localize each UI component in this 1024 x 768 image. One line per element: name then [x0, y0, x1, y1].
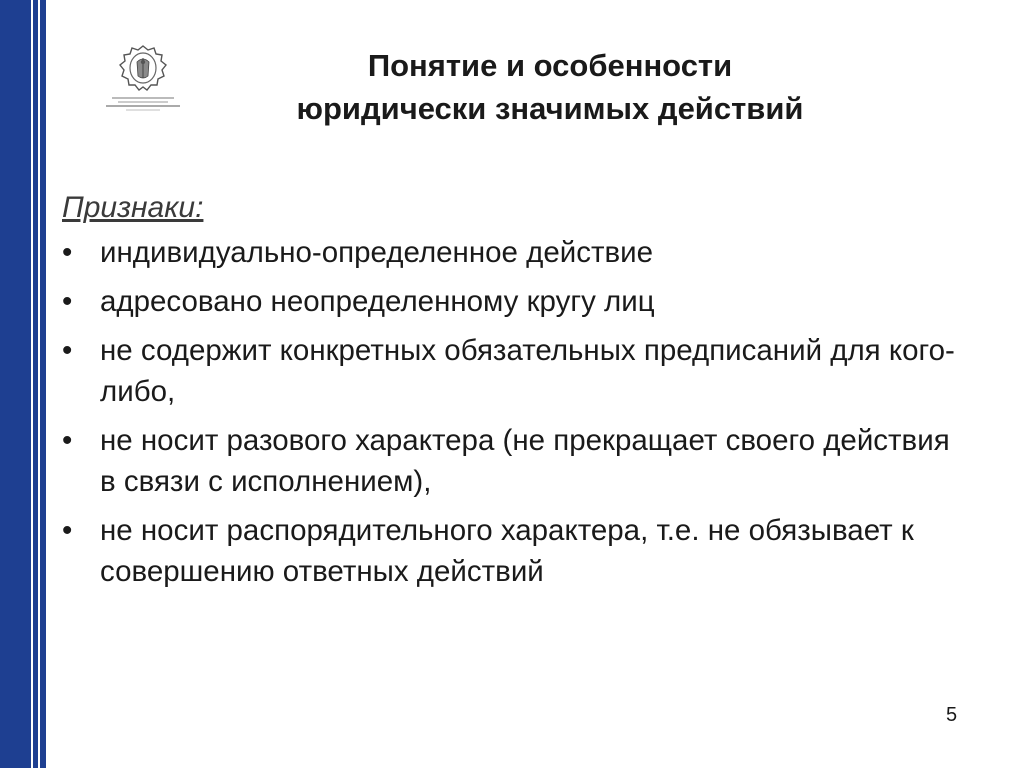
list-item — [62, 281, 962, 322]
side-stripe — [38, 0, 40, 768]
title-line-2: юридически значимых действий — [296, 91, 804, 126]
list-item — [62, 232, 962, 273]
list-item — [62, 330, 962, 412]
bullet-list — [62, 232, 962, 592]
slide-title — [200, 44, 900, 130]
university-crest-logo — [104, 42, 182, 116]
list-item — [62, 420, 962, 502]
slide-content — [62, 186, 962, 600]
bullet-text: не носит распорядительного характера, т.е. не обязывает к совершению ответных действий — [100, 514, 914, 588]
section-heading: Признаки: — [62, 191, 204, 224]
bullet-text: не содержит конкретных обязательных предписаний для кого-либо, — [100, 334, 955, 408]
bullet-marker: • — [62, 285, 73, 318]
bullet-marker: • — [62, 334, 73, 367]
side-stripe — [31, 0, 33, 768]
bullet-marker: • — [62, 424, 73, 457]
page-number: 5 — [946, 704, 958, 726]
list-item — [62, 510, 962, 592]
bullet-text: индивидуально-определенное действие — [100, 236, 654, 269]
title-line-1: Понятие и особенности — [367, 48, 733, 83]
bullet-text: не носит разового характера (не прекращает своего действия в связи с исполнением), — [100, 424, 950, 498]
bullet-marker: • — [62, 236, 73, 269]
bullet-text: адресовано неопределенному кругу лиц — [100, 285, 655, 318]
bullet-marker: • — [62, 514, 73, 547]
